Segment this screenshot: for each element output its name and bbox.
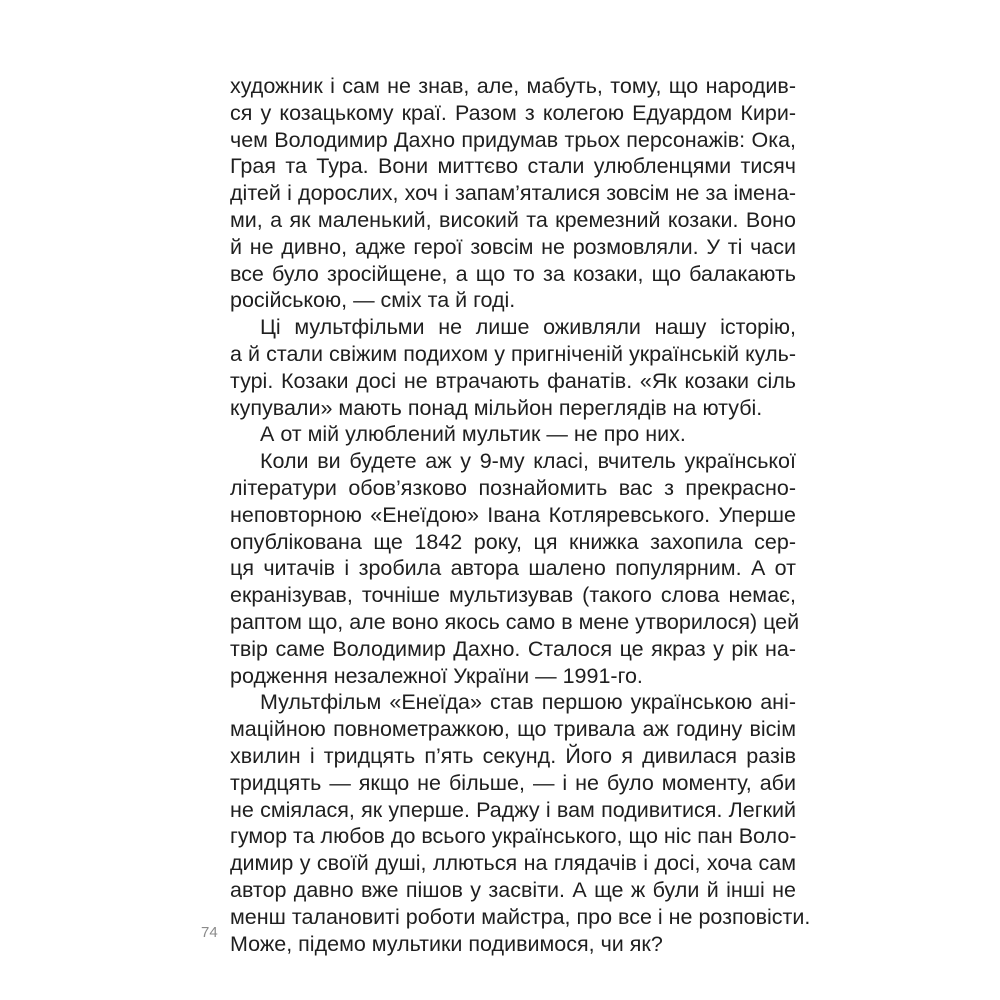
text-line: родження незалежної України — 1991-го.	[230, 663, 643, 688]
text-line: Ці мультфільми не лише оживляли нашу історію,	[260, 315, 796, 340]
text-line: Може, підемо мультики подивимося, чи як?	[230, 931, 663, 956]
text-line: маційною повнометражкою, що тривала аж годину вісім	[230, 717, 796, 742]
text-line: ся у козацькому краї. Разом з колегою Едуардом Кири-	[230, 100, 796, 125]
text-line: твір саме Володимир Дахно. Сталося це якраз у рік на-	[230, 636, 796, 661]
text-line: екранізував, точніше мультизував (такого слова немає,	[230, 583, 796, 608]
text-line: раптом що, але воно якось само в мене утворилося) цей	[230, 609, 800, 634]
text-line: тридцять — якщо не більше, — і не було моменту, аби	[230, 770, 796, 795]
text-line: російською, — сміх та й годі.	[230, 288, 516, 313]
text-line: опублікована ще 1842 року, ця книжка захопила сер-	[230, 529, 796, 554]
text-line: автор давно вже пішов у засвіти. А ще ж були й інші не	[230, 877, 796, 902]
text-line: все було зросійщене, а що то за козаки, що балакають	[230, 261, 796, 286]
text-line: літератури обов’язково познайомить вас з прекрасно-	[230, 475, 796, 500]
text-line: й не дивно, адже герої зовсім не розмовляли. У ті часи	[230, 234, 796, 259]
body-text	[230, 73, 811, 957]
text-line: гумор та любов до всього українського, що ніс пан Воло-	[230, 824, 797, 849]
text-line: художник і сам не знав, але, мабуть, тому, що народив-	[230, 74, 796, 98]
text-line: дітей і дорослих, хоч і запам’яталися зовсім не за імена-	[230, 181, 796, 206]
text-line: А от мій улюблений мультик — не про них.	[260, 422, 686, 447]
text-line: Грая та Тура. Вони миттєво стали улюбленцями тисяч	[230, 154, 796, 179]
text-line: Мультфільм «Енеїда» став першою українською ані-	[260, 690, 796, 715]
text-line: ця читачів і зробила автора шалено популярним. А от	[230, 556, 796, 581]
text-line: менш талановиті роботи майстра, про все і не розповісти.	[230, 904, 811, 929]
text-line: турі. Козаки досі не втрачають фанатів. «Як козаки сіль	[230, 368, 796, 393]
text-line: хвилин і тридцять п’ять секунд. Його я дивилася разів	[230, 743, 796, 768]
text-line: не сміялася, як уперше. Раджу і вам подивитися. Легкий	[230, 797, 796, 822]
text-line: димир у своїй душі, ллються на глядачів і досі, хоча сам	[230, 851, 796, 876]
page-number: 74	[201, 924, 218, 941]
text-line: Коли ви будете аж у 9-му класі, вчитель української	[260, 449, 796, 474]
text-line: чем Володимир Дахно придумав трьох персонажів: Ока,	[230, 127, 796, 152]
text-line: неповторною «Енеїдою» Івана Котляревського. Уперше	[230, 502, 796, 527]
text-line: купували» мають понад мільйон переглядів на ютубі.	[230, 395, 763, 420]
text-line: ми, а як маленький, високий та кремезний козаки. Воно	[230, 207, 796, 232]
text-line: а й стали свіжим подихом у пригніченій українській куль-	[230, 341, 796, 366]
